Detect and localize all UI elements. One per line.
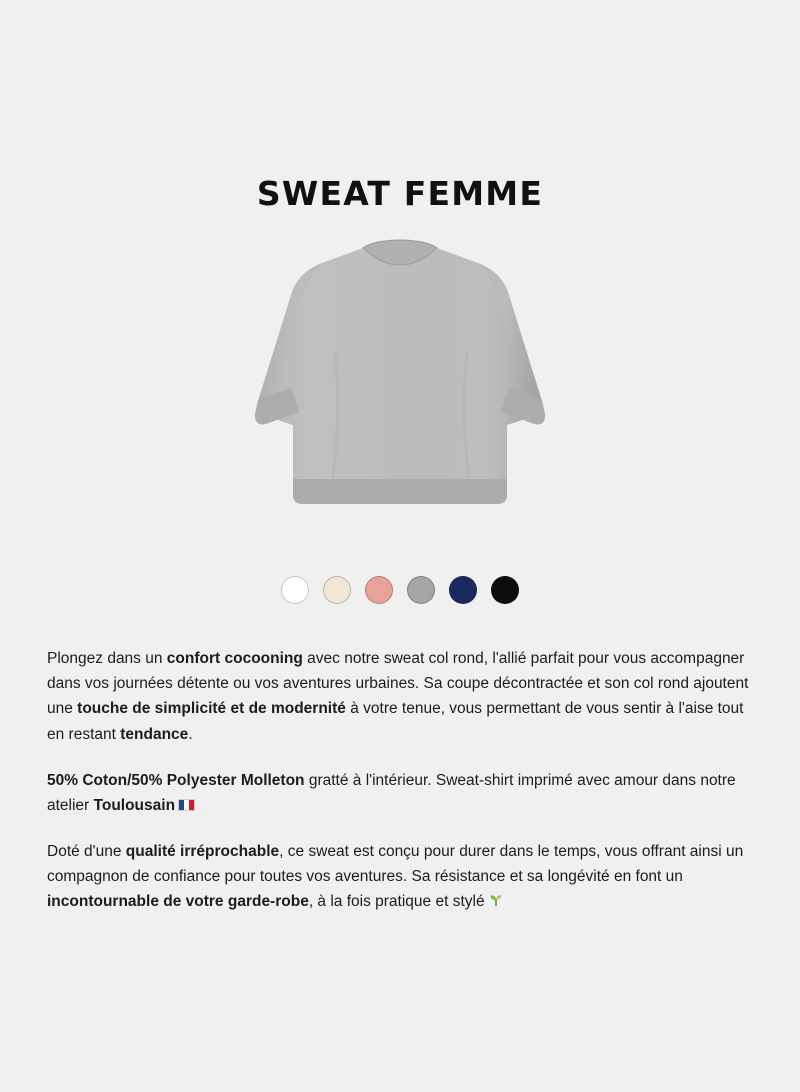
desc-p2-text-1: gratté à l'intérieur. Sweat-shirt imprimé avec amour dans notre atelier	[47, 771, 736, 814]
color-swatch-list[interactable]	[0, 576, 800, 604]
desc-p1-text-4: .	[188, 725, 193, 743]
desc-p1-text-2: avec notre sweat col rond, l'allié parfait pour vous accompagner dans vos journées détente ou vos aventures urbaines. Sa coupe décontractée et son col rond ajoutent une	[47, 650, 749, 718]
desc-p1-text-1: Plongez dans un	[47, 650, 167, 668]
page-title: SWEAT FEMME	[256, 174, 544, 214]
desc-p3-text-1: Doté d'une	[47, 842, 126, 860]
color-swatch-gris-chine[interactable]	[407, 576, 435, 604]
desc-p1-bold-3: tendance	[120, 725, 189, 743]
description-paragraph-2	[47, 768, 753, 818]
color-swatch-ecru[interactable]	[323, 576, 351, 604]
product-description	[47, 646, 753, 916]
desc-p3-bold-1: qualité irréprochable	[125, 842, 280, 860]
desc-p2-bold-2: Toulousain	[93, 796, 176, 814]
desc-p2-bold-1: 50% Coton/50% Polyester Molleton	[47, 771, 305, 789]
color-swatch-rose[interactable]	[365, 576, 393, 604]
desc-p1-bold-2: touche de simplicité et de modernité	[77, 700, 346, 718]
seedling-icon	[488, 891, 504, 916]
description-paragraph-1	[47, 646, 753, 746]
desc-p3-text-2: , ce sweat est conçu pour durer dans le temps, vous offrant ainsi un compagnon de confiance pour toutes vos aventures. Sa résistance et sa longévité en font un	[47, 842, 744, 885]
product-image-container	[0, 232, 800, 562]
desc-p3-text-3: , à la fois pratique et stylé	[308, 893, 485, 911]
product-page	[0, 22, 800, 1092]
color-swatch-noir[interactable]	[491, 576, 519, 604]
desc-p3-bold-2: incontournable de votre garde-robe	[47, 893, 309, 911]
color-swatch-blanc[interactable]	[281, 576, 309, 604]
desc-p1-bold-1: confort cocooning	[166, 650, 303, 668]
description-paragraph-3	[47, 839, 753, 916]
color-swatch-bleu-marine[interactable]	[449, 576, 477, 604]
french-flag-icon	[178, 799, 195, 811]
desc-p1-text-3: à votre tenue, vous permettant de vous sentir à l'aise tout en restant	[47, 700, 744, 743]
sweatshirt-image	[235, 232, 565, 542]
